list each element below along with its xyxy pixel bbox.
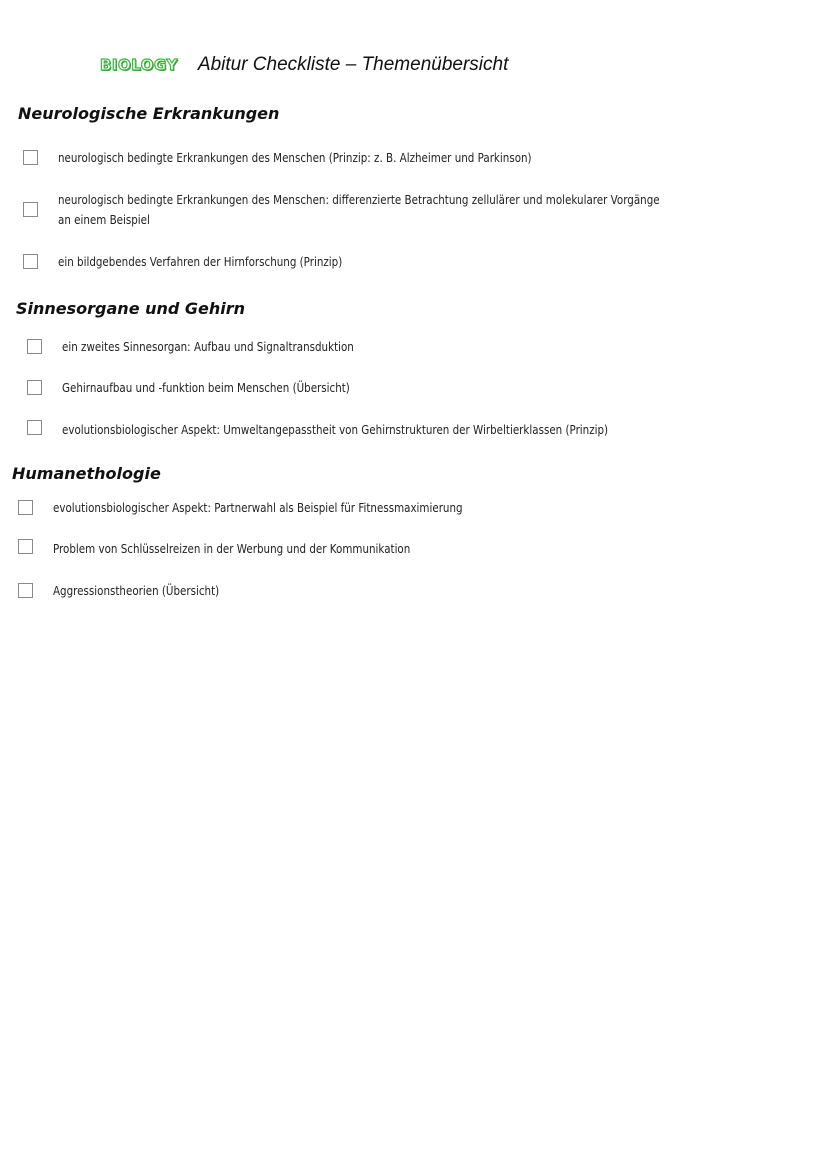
checklist-item-text: Aggressionstheorien (Übersicht) <box>53 584 220 598</box>
checklist-item <box>23 190 763 230</box>
checklist-item-text: neurologisch bedingte Erkrankungen des Menschen: differenzierte Betrachtung zellulärer und molekularer Vorgänge an einem Beispiel <box>58 193 660 227</box>
checkbox[interactable] <box>23 150 38 165</box>
checkbox[interactable] <box>27 420 42 435</box>
checkbox[interactable] <box>18 583 33 598</box>
checklist-item <box>27 378 767 398</box>
section-heading-humanethologie: Humanethologie <box>12 464 161 483</box>
section-heading-neurologische-erkrankungen: Neurologische Erkrankungen <box>18 104 280 123</box>
checkbox[interactable] <box>18 500 33 515</box>
section-heading-sinnesorgane-und-gehirn: Sinnesorgane und Gehirn <box>16 299 246 318</box>
checklist-item <box>18 498 758 518</box>
checklist-item-text: neurologisch bedingte Erkrankungen des Menschen (Prinzip: z. B. Alzheimer und Parkinson) <box>58 151 532 165</box>
checkbox[interactable] <box>27 380 42 395</box>
checkbox[interactable] <box>27 339 42 354</box>
checkbox[interactable] <box>23 254 38 269</box>
checklist-item <box>23 252 763 272</box>
biology-logo: BIOLOGY <box>100 56 178 74</box>
document-header <box>100 52 508 78</box>
checklist-item <box>23 148 763 168</box>
checklist-item-text: evolutionsbiologischer Aspekt: Partnerwahl als Beispiel für Fitnessmaximierung <box>53 501 463 515</box>
checkbox[interactable] <box>23 202 38 217</box>
checklist-item-text: ein zweites Sinnesorgan: Aufbau und Signaltransduktion <box>62 340 354 354</box>
checklist-item-text: Gehirnaufbau und -funktion beim Menschen (Übersicht) <box>62 381 350 395</box>
checklist-item <box>18 581 758 601</box>
checklist-item-text: Problem von Schlüsselreizen in der Werbung und der Kommunikation <box>53 542 411 556</box>
checklist-item-text: ein bildgebendes Verfahren der Hirnforschung (Prinzip) <box>58 255 343 269</box>
checklist-item-text: evolutionsbiologischer Aspekt: Umweltangepasstheit von Gehirnstrukturen der Wirbeltierklassen (Prinzip) <box>62 423 609 437</box>
page-title: Abitur Checkliste – Themenübersicht <box>197 54 509 75</box>
checklist-item <box>27 420 807 440</box>
checkbox[interactable] <box>18 539 33 554</box>
checklist-item <box>18 539 758 559</box>
checklist-item <box>27 337 767 357</box>
